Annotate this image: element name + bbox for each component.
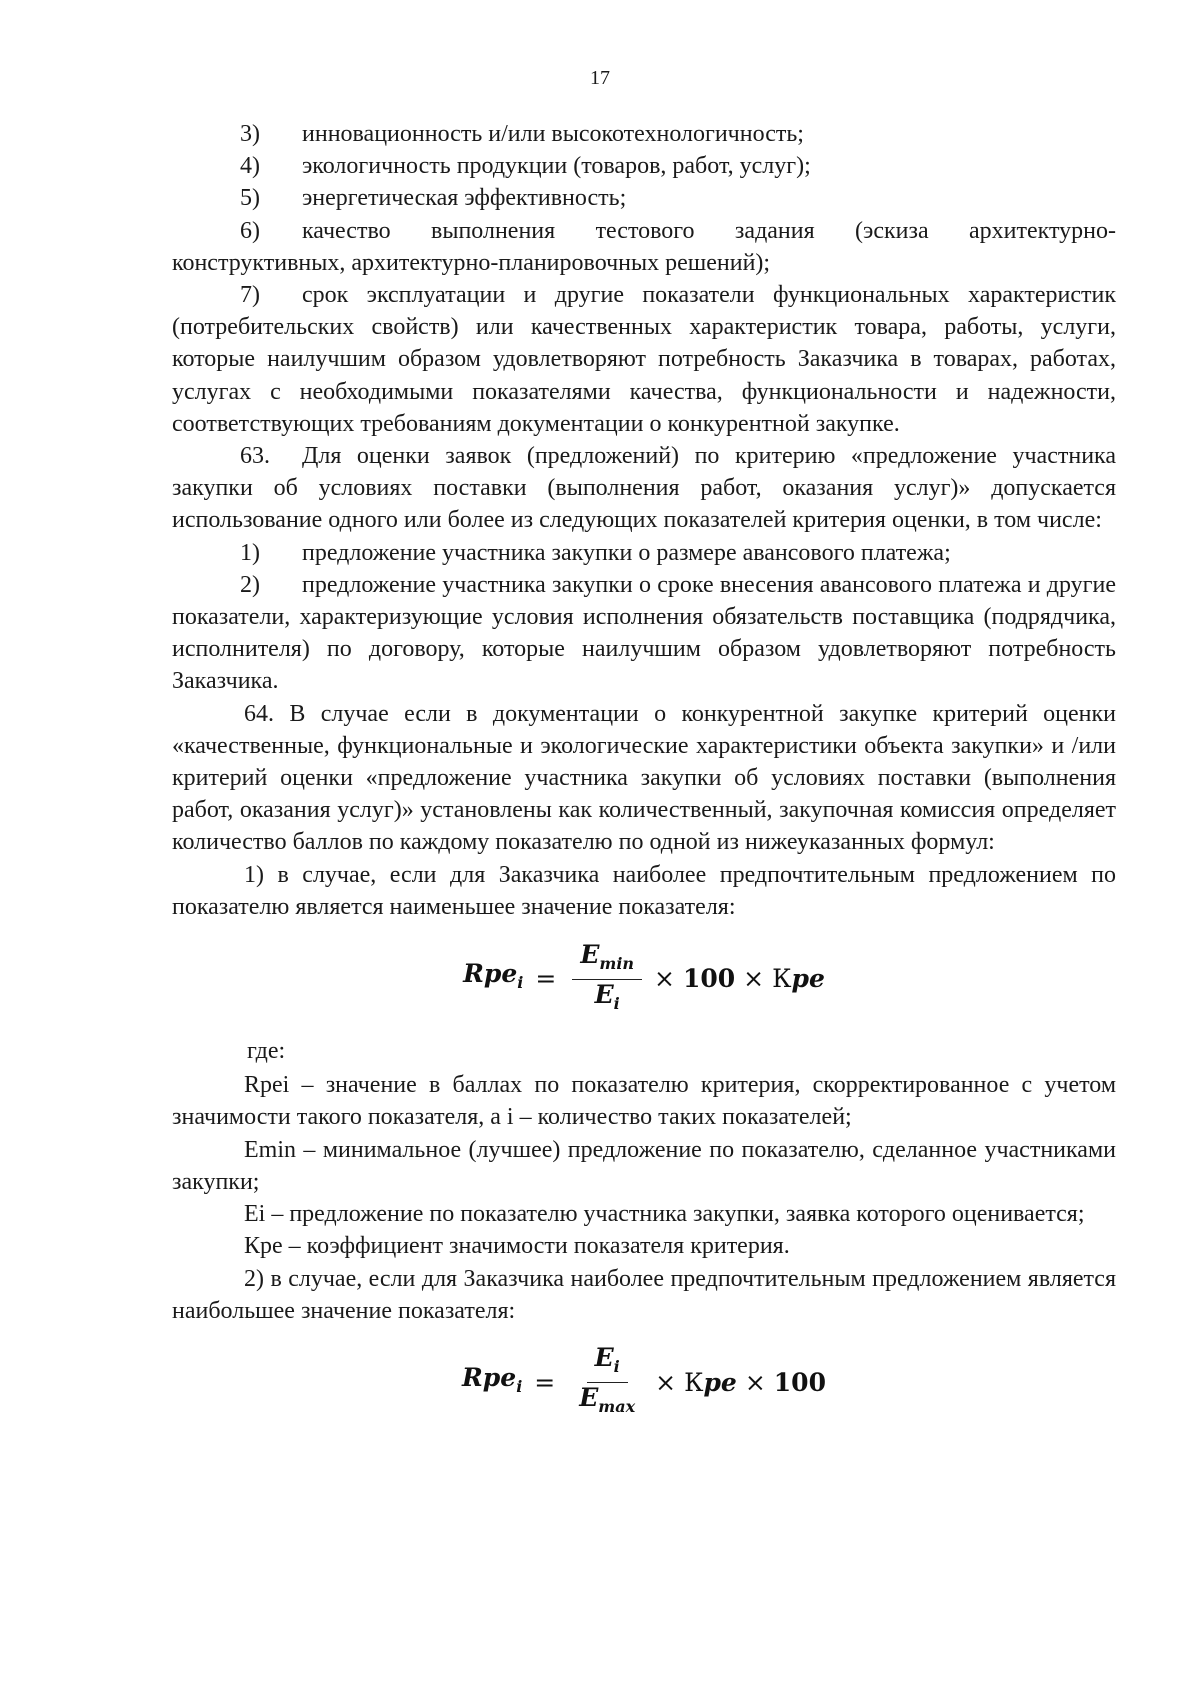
multiply-sign: × [655,1367,677,1397]
list-item-number: 6) [240,217,260,244]
definition-ei: Ei – предложение по показателю участника закупки, заявка которого оценивается; [244,1201,1085,1228]
page-number: 17 [590,67,610,89]
fraction-numerator: $E_{min}$ [572,940,642,980]
list-item [172,150,1116,182]
page-body [172,118,1116,1439]
formula-2 [172,1327,1116,1439]
list-item [172,569,1116,698]
formula-lhs: Rpe$_i$ [462,1363,523,1397]
formula-1 [172,923,1116,1035]
definition-emin: Emin – минимальное (лучшее) предложение по показателю, сделанное участниками закупки; [172,1136,1116,1195]
list-item [172,279,1116,440]
formula-lhs: Rpe$_i$ [463,959,524,993]
constant-100: 100 [773,1367,826,1397]
paragraph-63 [172,440,1116,537]
list-item-text: инновационность и/или высокотехнологичность; [302,121,804,147]
fraction-numerator: $E_i$ [587,1343,628,1383]
fraction-denominator: $E_{max}$ [579,1383,636,1417]
list-item-text: энергетическая эффективность; [302,185,627,212]
list-item-text: срок эксплуатации и другие показатели функциональных характеристик (потребительских свойств) или качественных характеристик товара, работы, услуги, которые наилучшим образом удовлетворяют потребность Заказчика в товарах, работах, услугах с необходимыми показателями качества, функциональности и надежности, соответствующих требованиям документации о конкурентной закупке. [172,282,1116,437]
where-label: где: [247,1038,286,1065]
case-2-text: 2) в случае, если для Заказчика наиболее предпочтительным предложением является наибольшее значение показателя: [172,1265,1116,1324]
list-item-number: 1) [240,539,260,566]
definition-kpe: Кре – коэффициент значимости показателя критерия. [244,1233,790,1260]
fraction [572,940,642,1019]
list-item-text: предложение участника закупки о сроке внесения авансового платежа и другие показатели, характеризующие условия исполнения обязательств поставщика (подрядчика, исполнителя) по договору, которые наилучшим образом удовлетворяют потребность Заказчика. [172,571,1116,695]
paragraph-text: Для оценки заявок (предложений) по критерию «предложение участника закупки об условиях поставки (выполнения работ, оказания услуг)» допускается использование одного или более из следующих показателей критерия оценки, в том числе: [172,443,1116,534]
multiply-sign: × [654,963,675,993]
fraction [571,1343,643,1422]
list-item [172,215,1116,279]
paragraph-number: 63. [240,443,270,470]
case-1-text: 1) в случае, если для Заказчика наиболее предпочтительным предложением по показателю является наименьшее значение показателя: [172,861,1116,920]
list-item [172,118,1116,150]
equals-sign: = [534,1367,556,1397]
list-item-number: 2) [240,571,260,598]
list-item-text: предложение участника закупки о размере авансового платежа; [302,539,951,566]
multiply-sign: × [743,963,765,993]
coefficient-kpe: Кpe [772,963,825,993]
coefficient-kpe: Кpe [684,1367,737,1397]
list-item [172,182,1116,214]
list-item-number: 7) [240,282,260,309]
list-item-number: 5) [240,185,260,212]
list-item-text: качество выполнения тестового задания (эскиза архитектурно-конструктивных, архитектурно-планировочных решений); [172,217,1116,276]
list-item-number: 3) [240,121,260,147]
fraction-denominator: $E_i$ [594,979,620,1013]
list-item-number: 4) [240,153,260,180]
definition-rpei: Rpei – значение в баллах по показателю критерия, скорректированное с учетом значимости такого показателя, а i – количество таких показателей; [172,1072,1116,1131]
constant-100: 100 [682,963,736,993]
list-item [172,537,1116,569]
list-item-text: экологичность продукции (товаров, работ, услуг); [302,153,811,180]
equals-sign: = [535,963,557,993]
multiply-sign: × [744,1367,766,1397]
paragraph-64: 64. В случае если в документации о конкурентной закупке критерий оценки «качественные, функциональные и экологические характеристики объекта закупки» и /или критерий оценки «предложение участника закупки об условиях поставки (выполнения работ, оказания услуг)» установлены как количественный, закупочная комиссия определяет количество баллов по каждому показателю по одной из нижеуказанных формул: [172,700,1116,856]
